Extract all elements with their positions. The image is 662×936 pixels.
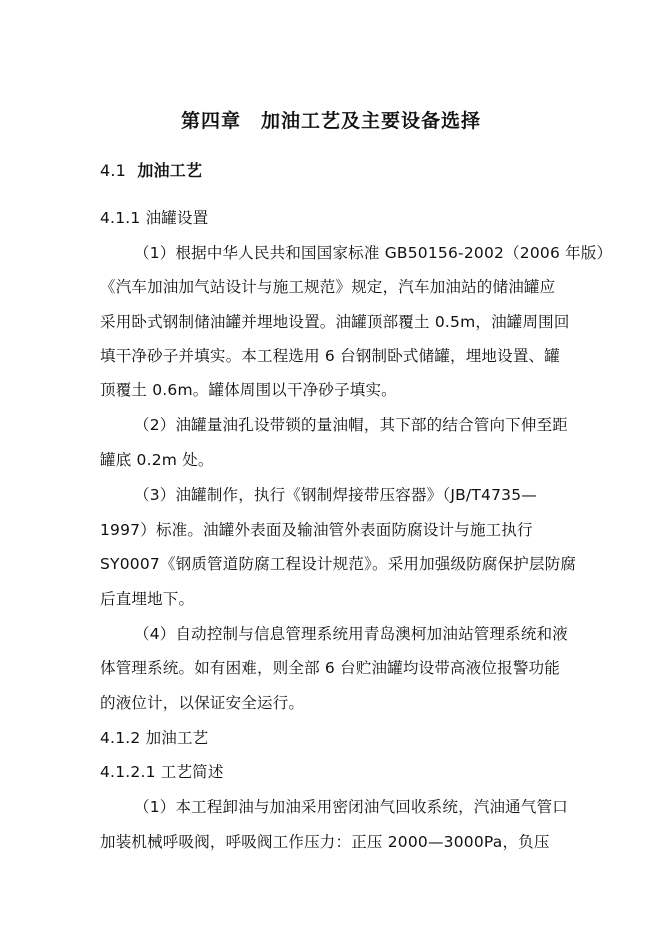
paragraph-line: 体管理系统。如有困难，则全部 6 台贮油罐均设带高液位报警功能: [100, 659, 560, 677]
paragraph-line: （1）本工程卸油与加油采用密闭油气回收系统，汽油通气管口: [134, 798, 568, 816]
subsection-heading-4-1-2-1: 4.1.2.1 工艺简述: [100, 763, 224, 781]
paragraph-line: 采用卧式钢制储油罐并埋地设置。油罐顶部覆土 0.5m，油罐周围回: [100, 313, 570, 331]
paragraph-line: 罐底 0.2m 处。: [100, 451, 214, 469]
subsection-heading-4-1-2: 4.1.2 加油工艺: [100, 729, 209, 747]
paragraph-line: （1）根据中华人民共和国国家标准 GB50156-2002（2006 年版）: [134, 244, 613, 262]
chapter-title: 第四章 加油工艺及主要设备选择: [180, 110, 481, 132]
paragraph-line: （2）油罐量油孔设带锁的量油帽，其下部的结合管向下伸至距: [134, 416, 568, 434]
paragraph-line: 《汽车加油加气站设计与施工规范》规定，汽车加油站的储油罐应: [100, 278, 556, 296]
paragraph-line: 填干净砂子并填实。本工程选用 6 台钢制卧式储罐，埋地设置、罐: [100, 347, 560, 365]
paragraph-line: 后直埋地下。: [100, 590, 195, 608]
paragraph-line: 的液位计，以保证安全运行。: [100, 694, 305, 712]
subsection-heading-4-1-1: 4.1.1 油罐设置: [100, 209, 209, 227]
section-title: 加油工艺: [137, 161, 203, 180]
paragraph-line: SY0007《钢质管道防腐工程设计规范》。采用加强级防腐保护层防腐: [100, 555, 577, 573]
section-number: 4.1: [100, 161, 127, 180]
section-heading-4-1: [100, 161, 202, 181]
paragraph-line: （4）自动控制与信息管理系统用青岛澳柯加油站管理系统和液: [134, 625, 568, 643]
paragraph-line: 1997）标准。油罐外表面及输油管外表面防腐设计与施工执行: [100, 521, 533, 539]
paragraph-line: 加装机械呼吸阀，呼吸阀工作压力：正压 2000—3000Pa，负压: [100, 833, 550, 851]
paragraph-line: （3）油罐制作，执行《钢制焊接带压容器》（JB/T4735—: [134, 486, 537, 504]
paragraph-line: 顶覆土 0.6m。罐体周围以干净砂子填实。: [100, 381, 397, 399]
